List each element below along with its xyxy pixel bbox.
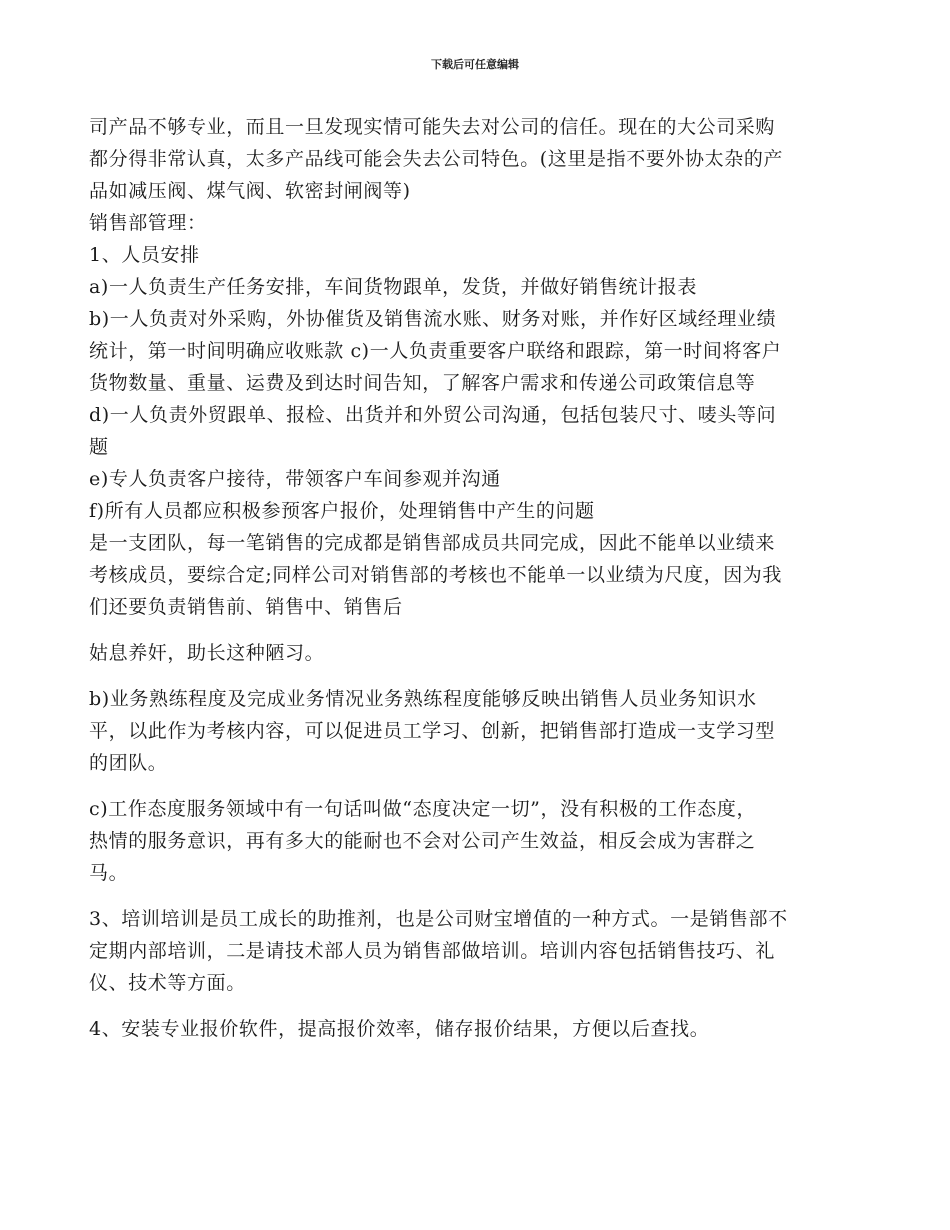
paragraph-training: [89, 903, 869, 999]
paragraph-intro: [89, 111, 869, 207]
text-line: 马。: [89, 862, 129, 884]
text-line: c)工作态度服务领域中有一句话叫做“态度决定一切”，没有积极的工作态度，: [89, 798, 757, 820]
subsection-heading: 1、人员安排: [89, 244, 200, 266]
paragraph-gap: [89, 779, 869, 793]
text-line: 的团队。: [89, 752, 168, 774]
list-item-group: [89, 303, 869, 399]
paragraph-gap: [89, 999, 869, 1013]
list-item: e)专人负责客户接待，带领客户车间参观并沟通: [89, 468, 501, 490]
text-line: 热情的服务意识，再有多大的能耐也不会对公司产生效益，相反会成为害群之: [89, 830, 756, 852]
text-line: 品如减压阀、煤气阀、软密封闸阀等): [89, 180, 411, 202]
text-line: 3、培训培训是员工成长的助推剂，也是公司财宝增值的一种方式。一是销售部不: [89, 908, 788, 930]
document-body: [89, 111, 869, 1045]
text-line: 都分得非常认真，太多产品线可能会失去公司特色。(这里是指不要外协太杂的产: [89, 148, 784, 170]
section-heading: 销售部管理：: [89, 212, 207, 234]
text-line: 们还要负责销售前、销售中、销售后: [89, 596, 403, 618]
text-line: 平，以此作为考核内容，可以促进员工学习、创新，把销售部打造成一支学习型: [89, 720, 776, 742]
list-item: a)一人负责生产任务安排，车间货物跟单，发货，并做好销售统计报表: [89, 276, 697, 298]
paragraph-gap: [89, 889, 869, 903]
list-item: f)所有人员都应积极参预客户报价，处理销售中产生的问题: [89, 500, 595, 522]
text-line: 题: [89, 436, 109, 458]
paragraph-gap: [89, 623, 869, 637]
paragraph-line: 姑息养奸，助长这种陋习。: [89, 642, 325, 664]
text-line: 货物数量、重量、运费及到达时间告知，了解客户需求和传递公司政策信息等: [89, 372, 756, 394]
text-line: 统计，第一时间明确应收账款 c)一人负责重要客户联络和跟踪，第一时间将客户: [89, 340, 782, 362]
text-line: b)业务熟练程度及完成业务情况业务熟练程度能够反映出销售人员业务知识水: [89, 688, 757, 710]
paragraph-gap: [89, 669, 869, 683]
paragraph-attitude: [89, 793, 869, 889]
list-item: [89, 399, 869, 463]
text-line: d)一人负责外贸跟单、报检、出货并和外贸公司沟通，包括包装尺寸、唛头等问: [89, 404, 777, 426]
text-line: b)一人负责对外采购，外协催货及销售流水账、财务对账，并作好区域经理业绩: [89, 308, 777, 330]
text-line: 考核成员，要综合定;同样公司对销售部的考核也不能单一以业绩为尺度，因为我: [89, 564, 783, 586]
text-line: 是一支团队，每一笔销售的完成都是销售部成员共同完成，因此不能单以业绩来: [89, 532, 776, 554]
text-line: 仪、技术等方面。: [89, 972, 246, 994]
paragraph-team: [89, 527, 869, 623]
paragraph-line: 4、安装专业报价软件，提高报价效率，储存报价结果，方便以后查找。: [89, 1018, 710, 1040]
text-line: 司产品不够专业，而且一旦发现实情可能失去对公司的信任。现在的大公司采购: [89, 116, 776, 138]
page-header: 下载后可任意编辑: [431, 58, 519, 71]
paragraph-skill: [89, 683, 869, 779]
text-line: 定期内部培训，二是请技术部人员为销售部做培训。培训内容包括销售技巧、礼: [89, 940, 776, 962]
